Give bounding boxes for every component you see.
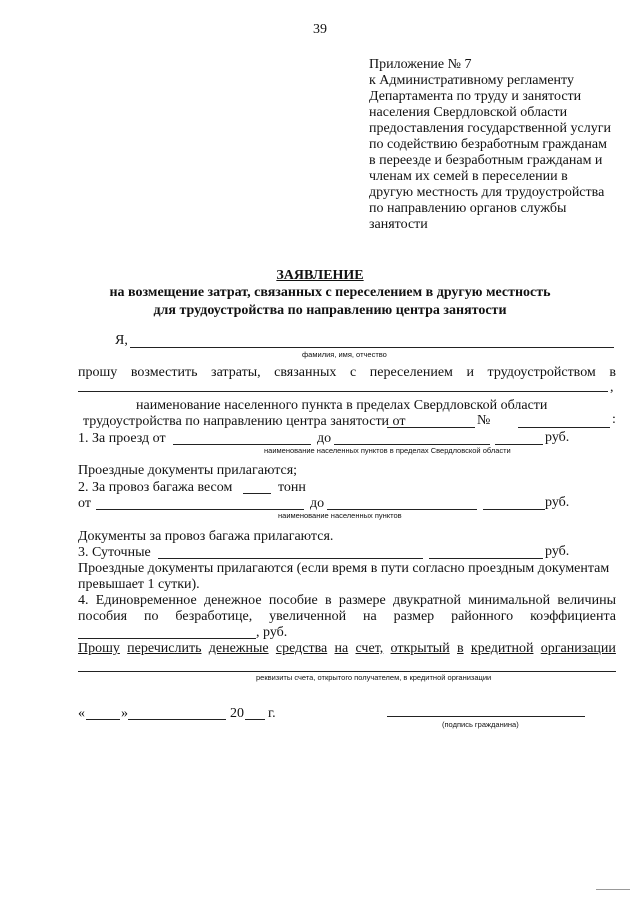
request-word: переселением	[369, 365, 453, 380]
travel-docs-condition-1: Проездные документы прилагаются (если время в пути согласно проездным документам	[78, 561, 610, 576]
item2-rub: руб.	[545, 495, 570, 510]
item4-word: увеличенной	[269, 609, 347, 624]
item1-route-caption: наименование населенных пунктов в пределах Свердловской области	[264, 446, 511, 455]
ya-label: Я,	[115, 333, 128, 348]
appendix-block	[369, 57, 611, 233]
date-year-suffix: г.	[268, 706, 276, 721]
item4-word: Единовременное	[95, 593, 197, 608]
document-subtitle-line-1: на возмещение затрат, связанных с переселением в другую местность	[109, 285, 551, 300]
item4-word: 4.	[78, 593, 89, 608]
appendix-line: другую местность для трудоустройства	[369, 185, 605, 200]
item4-word: денежное	[203, 593, 262, 608]
per-diem-amount-field-line[interactable]	[429, 558, 543, 559]
item4-word: минимальной	[468, 593, 551, 608]
bank-details-field-line[interactable]	[78, 671, 616, 672]
item4-line-1	[78, 593, 616, 609]
item4-word: в	[324, 593, 332, 608]
transfer-request-line	[78, 641, 616, 657]
transfer-word: кредитной	[470, 641, 534, 656]
item2-to-field-line[interactable]	[327, 509, 477, 510]
appendix-line: в переезде и безработным гражданам и	[369, 153, 603, 168]
transfer-word: организации	[540, 641, 616, 656]
date-year-prefix: 20	[230, 706, 244, 721]
document-title: ЗАЯВЛЕНИЕ	[276, 268, 364, 283]
item4-word: на	[362, 609, 377, 624]
request-word: и	[466, 365, 474, 380]
date-day-field-line[interactable]	[86, 719, 120, 720]
item4-word: пособия	[78, 609, 128, 624]
appendix-line: членам их семей в переселении в	[369, 169, 568, 184]
baggage-weight-field-line[interactable]	[243, 493, 271, 494]
item4-word: размер	[393, 609, 435, 624]
baggage-docs-attached: Документы за провоз багажа прилагаются.	[78, 529, 334, 544]
transfer-word: Прошу	[78, 641, 120, 656]
comma: ,	[610, 380, 614, 395]
transfer-word: открытый	[390, 641, 450, 656]
lump-sum-amount-field-line[interactable]	[78, 638, 256, 639]
request-line	[78, 365, 616, 381]
date-open-quote: «	[78, 706, 85, 721]
item1-label: 1. За проезд от	[78, 431, 166, 446]
destination-field-line[interactable]	[78, 391, 608, 392]
transfer-word: средства	[275, 641, 328, 656]
number-sign: №	[477, 413, 491, 428]
item1-amount-field-line[interactable]	[495, 444, 543, 445]
appendix-line: занятости	[369, 217, 428, 232]
transfer-word: денежные	[208, 641, 269, 656]
appendix-line: предоставления государственной услуги	[369, 121, 611, 136]
bank-details-caption: реквизиты счета, открытого получателем, в кредитной организации	[256, 673, 492, 682]
item2-from-label: от	[78, 496, 91, 511]
item2-to-label: до	[310, 496, 325, 511]
transfer-word: перечислить	[127, 641, 202, 656]
request-word: трудоустройством	[487, 365, 596, 380]
fio-field-line[interactable]	[130, 347, 614, 348]
item4-word: безработице,	[175, 609, 253, 624]
referral-date-field-line[interactable]	[387, 427, 475, 428]
date-month-field-line[interactable]	[128, 719, 226, 720]
signature-caption: (подпись гражданина)	[442, 720, 519, 729]
date-close-quote: »	[121, 706, 128, 721]
travel-docs-condition-2: превышает 1 сутки).	[78, 577, 200, 592]
item1-rub: руб.	[545, 430, 570, 445]
signature-field-line[interactable]	[387, 716, 585, 717]
request-word: в	[609, 365, 616, 380]
request-word: прошу	[78, 365, 118, 380]
appendix-line: населения Свердловской области	[369, 105, 568, 120]
item4-word: районного	[451, 609, 514, 624]
locality-label: наименование населенного пункта в пределах Свердловской области	[136, 398, 548, 413]
request-word: возместить	[130, 365, 198, 380]
corner-mark	[596, 889, 630, 890]
item4-line-2	[78, 609, 616, 625]
item4-rub: , руб.	[256, 625, 288, 640]
appendix-line: по содействию безработным гражданам	[369, 137, 607, 152]
per-diem-details-field-line[interactable]	[158, 558, 423, 559]
request-word: затраты,	[211, 365, 261, 380]
item2-route-caption: наименование населенных пунктов	[278, 511, 402, 520]
item2-amount-field-line[interactable]	[483, 509, 545, 510]
transfer-word: счет,	[355, 641, 384, 656]
document-subtitle-line-2: для трудоустройства по направлению центра занятости	[153, 303, 507, 318]
item2-from-field-line[interactable]	[96, 509, 304, 510]
item3-label: 3. Суточные	[78, 545, 151, 560]
appendix-line: к Административному регламенту	[369, 73, 574, 88]
referral-number-field-line[interactable]	[518, 427, 610, 428]
item4-word: пособие	[268, 593, 318, 608]
item3-rub: руб.	[545, 544, 570, 559]
item4-word: коэффициента	[530, 609, 616, 624]
item1-to-field-line[interactable]	[334, 444, 490, 445]
fio-caption: фамилия, имя, отчество	[302, 350, 387, 359]
travel-docs-attached: Проездные документы прилагаются;	[78, 463, 298, 478]
request-word: связанных	[274, 365, 337, 380]
request-word: с	[349, 365, 357, 380]
appendix-line: Департамента по труду и занятости	[369, 89, 582, 104]
appendix-line: по направлению органов службы	[369, 201, 567, 216]
date-year-field-line[interactable]	[245, 719, 265, 720]
item2-label: 2. За провоз багажа весом	[78, 480, 233, 495]
item4-word: размере	[338, 593, 386, 608]
item1-to-label: до	[317, 431, 332, 446]
item1-from-field-line[interactable]	[173, 444, 311, 445]
item4-word: по	[144, 609, 159, 624]
appendix-line: Приложение № 7	[369, 57, 472, 72]
employment-line-text: трудоустройства по направлению центра занятости от	[83, 414, 406, 429]
transfer-word: в	[457, 641, 464, 656]
tonn-label: тонн	[278, 480, 306, 495]
item4-word: двукратной	[392, 593, 461, 608]
colon: :	[612, 412, 616, 427]
page-number: 39	[313, 22, 327, 37]
transfer-word: на	[334, 641, 349, 656]
item4-word: величины	[557, 593, 616, 608]
